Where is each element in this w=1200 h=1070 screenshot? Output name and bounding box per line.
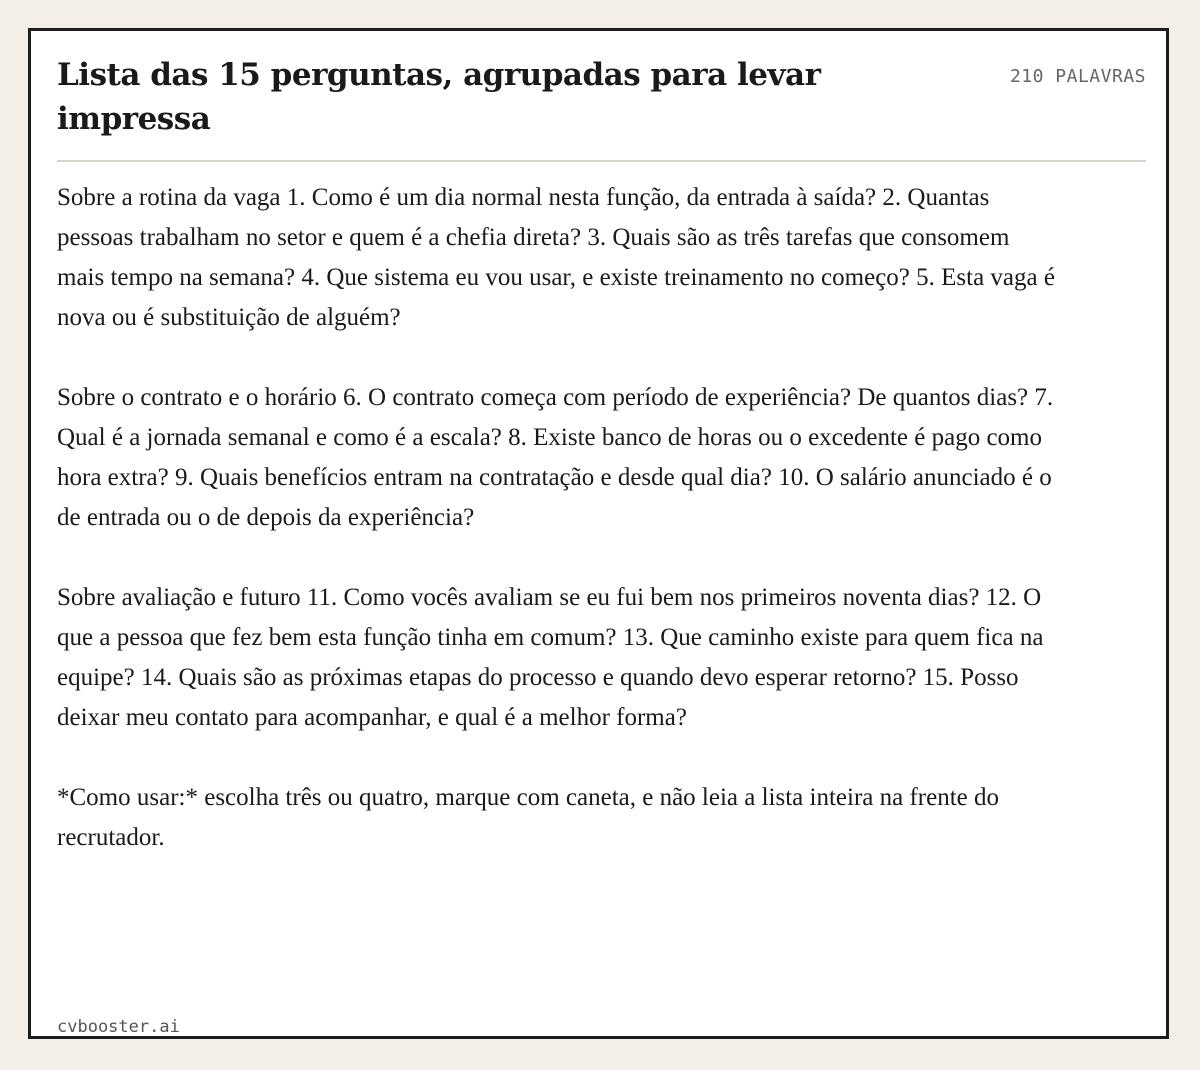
document-body <box>57 178 1057 858</box>
brand-footer: cvbooster.ai <box>57 1017 180 1037</box>
header-divider <box>57 160 1146 162</box>
document-card <box>28 28 1169 1039</box>
document-header <box>57 53 1146 161</box>
word-count-badge: 210 PALAVRAS <box>1009 66 1146 87</box>
paragraph-rotina: Sobre a rotina da vaga 1. Como é um dia normal nesta função, da entrada à saída? 2. Quantas pessoas trabalham no setor e quem é a chefia direta? 3. Quais são as três tarefas que consomem mais tempo na semana? 4. Que sistema eu vou usar, e existe treinamento no começo? 5. Esta vaga é nova ou é substituição de alguém? <box>57 184 1055 331</box>
paragraph-contrato: Sobre o contrato e o horário 6. O contrato começa com período de experiência? De quantos dias? 7. Qual é a jornada semanal e como é a escala? 8. Existe banco de horas ou o excedente é pago como hora extra? 9. Quais benefícios entram na contratação e desde qual dia? 10. O salário anunciado é o de entrada ou o de depois da experiência? <box>57 384 1054 531</box>
document-title: Lista das 15 perguntas, agrupadas para levar impressa <box>57 57 821 137</box>
paragraph-avaliacao: Sobre avaliação e futuro 11. Como vocês avaliam se eu fui bem nos primeiros noventa dias? 12. O que a pessoa que fez bem esta função tinha em comum? 13. Que caminho existe para quem fica na equipe? 14. Quais são as próximas etapas do processo e quando devo esperar retorno? 15. Posso deixar meu contato para acompanhar, e qual é a melhor forma? <box>57 584 1044 731</box>
paragraph-como-usar: *Como usar:* escolha três ou quatro, marque com caneta, e não leia a lista inteira na frente do recrutador. <box>57 784 1000 851</box>
